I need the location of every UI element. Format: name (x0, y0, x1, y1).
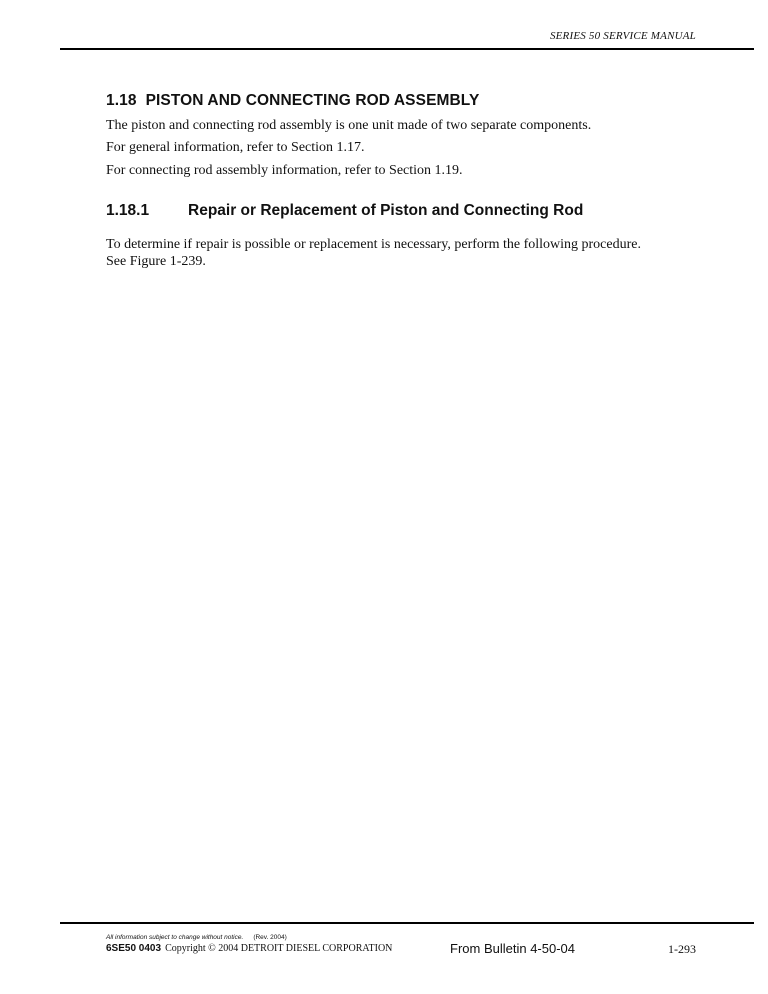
section-number: 1.18 (106, 92, 137, 109)
paragraph-general-info: For general information, refer to Section 1.17. (106, 140, 365, 155)
page-number: 1-293 (668, 942, 696, 956)
copyright-text: Copyright © 2004 DETROIT DIESEL CORPORATION (165, 943, 393, 954)
header-rule (60, 48, 754, 50)
footer-notice (106, 934, 287, 941)
document-code: 6SE50 0403 (106, 943, 162, 954)
revision-text: (Rev. 2004) (253, 934, 287, 941)
bulletin-reference: From Bulletin 4-50-04 (450, 941, 575, 956)
paragraph-rod-info: For connecting rod assembly information, refer to Section 1.19. (106, 163, 463, 178)
subsection-number: 1.18.1 (106, 202, 150, 219)
procedure-intro (106, 236, 706, 270)
procedure-intro-line: See Figure 1-239. (106, 254, 206, 269)
section-heading (106, 92, 479, 110)
running-header: SERIES 50 SERVICE MANUAL (549, 30, 696, 42)
notice-text: All information subject to change without notice. (106, 934, 244, 941)
paragraph-overview: The piston and connecting rod assembly is one unit made of two separate components. (106, 118, 592, 133)
subsection-heading (106, 202, 583, 220)
subsection-title: Repair or Replacement of Piston and Connecting Rod (188, 202, 584, 219)
footer-rule (60, 922, 754, 924)
section-title: PISTON AND CONNECTING ROD ASSEMBLY (145, 92, 480, 109)
footer-copyright (106, 943, 392, 954)
procedure-intro-line: To determine if repair is possible or replacement is necessary, perform the following procedure. (106, 237, 641, 252)
